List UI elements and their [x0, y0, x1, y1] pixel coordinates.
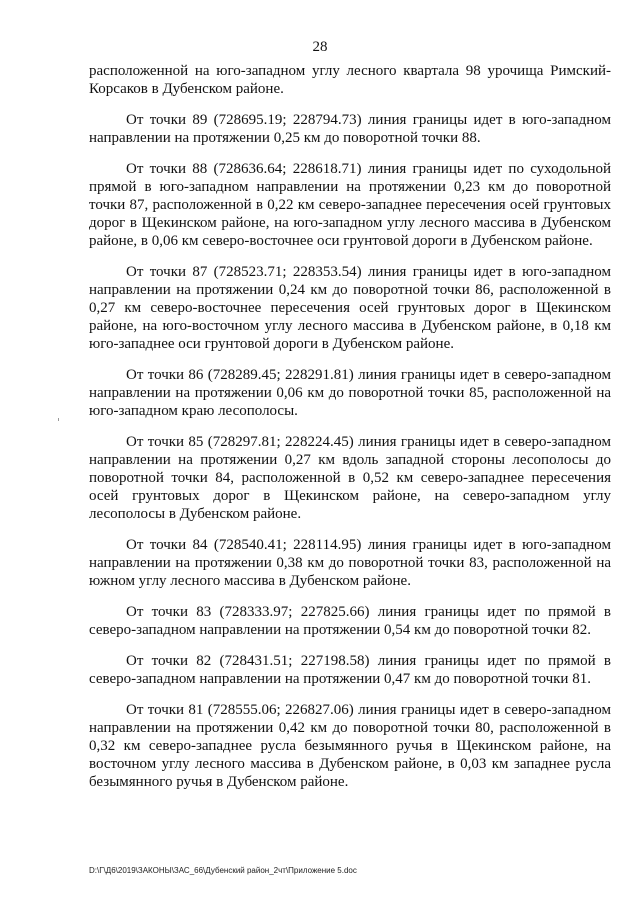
paragraph-point-84: От точки 84 (728540.41; 228114.95) линия границы идет в юго-западном направлении на протяжении 0,38 км до поворотной точки 83, расположенной на южном углу лесного массива в Дубенском районе.: [89, 537, 611, 589]
paragraph-point-82: От точки 82 (728431.51; 227198.58) линия границы идет по прямой в северо-западном направлении на протяжении 0,47 км до поворотной точки 81.: [89, 653, 611, 687]
paragraph-point-85: От точки 85 (728297.81; 228224.45) линия границы идет в северо-западном направлении на протяжении 0,27 км вдоль западной стороны лесополосы до поворотной точки 84, расположенной в 0,52 км северо-западнее пересечения осей грунтовых дорог в Щекинском районе, на северо-западном углу лесополосы в Дубенском районе.: [89, 434, 611, 522]
paragraph-point-88: От точки 88 (728636.64; 228618.71) линия границы идет по суходольной прямой в юго-западном направлении на протяжении 0,23 км до поворотной точки 87, расположенной в 0,22 км северо-западнее пересечения осей грунтовых дорог в Щекинском районе, на юго-западном углу лесного массива в Дубенском районе, в 0,06 км северо-восточнее оси грунтовой дороги в Дубенском районе.: [89, 161, 611, 249]
page-number: 28: [312, 39, 328, 55]
paragraph-point-89: От точки 89 (728695.19; 228794.73) линия границы идет в юго-западном направлении на протяжении 0,25 км до поворотной точки 88.: [89, 112, 611, 146]
document-body: [89, 62, 611, 804]
footer-file-path: D:\Г\Д6\2019\ЗАКОНЫ\ЗАС_66\Дубенский район_2чт\Приложение 5.doc: [89, 866, 357, 875]
paragraph-point-81: От точки 81 (728555.06; 226827.06) линия границы идет в северо-западном направлении на протяжении 0,42 км до поворотной точки 80, расположенной в 0,32 км северо-западнее русла безымянного ручья в Щекинском районе, на восточном углу лесного массива в Дубенском районе, в 0,03 км западнее русла безымянного ручья в Дубенском районе.: [89, 702, 611, 790]
paragraph-point-83: От точки 83 (728333.97; 227825.66) линия границы идет по прямой в северо-западном направлении на протяжении 0,54 км до поворотной точки 82.: [89, 604, 611, 638]
paragraph-point-86: От точки 86 (728289.45; 228291.81) линия границы идет в северо-западном направлении на протяжении 0,06 км до поворотной точки 85, расположенной на юго-западном краю лесополосы.: [89, 367, 611, 419]
scan-speck: [58, 418, 59, 421]
paragraph-continuation: расположенной на юго-западном углу лесного квартала 98 урочища Римский-Корсаков в Дубенском районе.: [89, 63, 611, 97]
paragraph-point-87: От точки 87 (728523.71; 228353.54) линия границы идет в юго-западном направлении на протяжении 0,24 км до поворотной точки 86, расположенной в 0,27 км северо-восточнее пересечения осей грунтовых дорог в Щекинском районе, на юго-восточном углу лесного массива в Дубенском районе, в 0,18 км юго-западнее оси грунтовой дороги в Дубенском районе.: [89, 264, 611, 352]
